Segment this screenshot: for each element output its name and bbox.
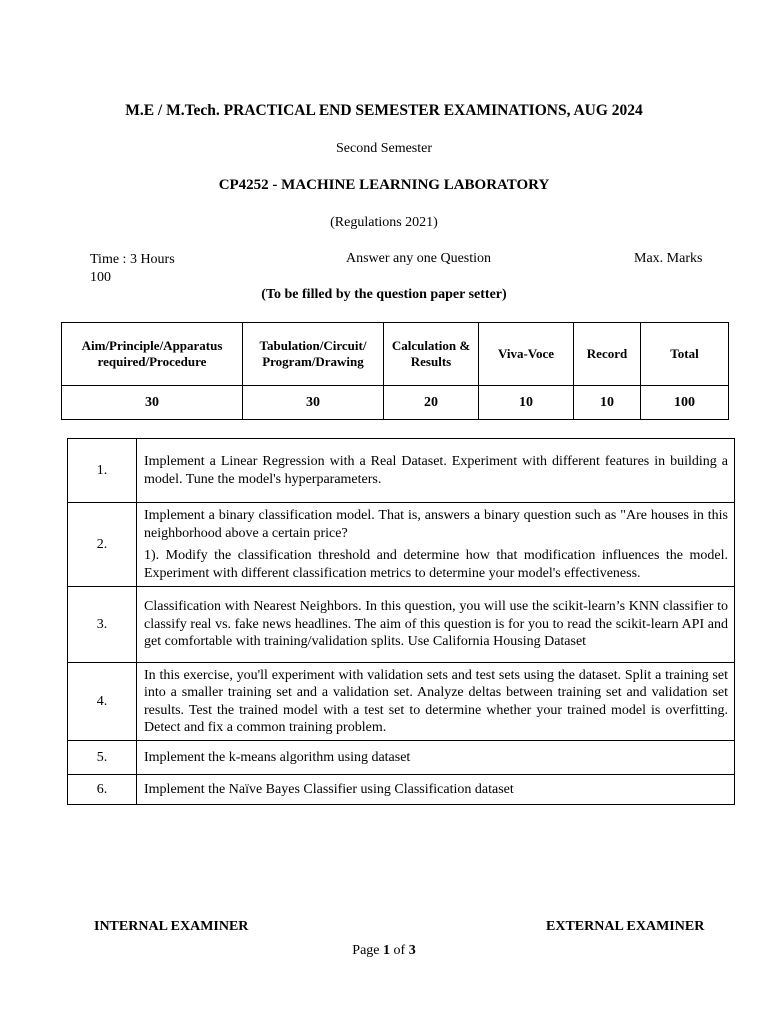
question-row (68, 587, 735, 663)
question-number: 3. (68, 587, 137, 663)
marks-header-cell: Total (641, 323, 729, 386)
page-prefix: Page (352, 943, 380, 958)
max-marks-label: Max. Marks (634, 251, 703, 266)
question-number: 5. (68, 741, 137, 775)
question-number: 6. (68, 775, 137, 805)
semester-label: Second Semester (335, 141, 433, 156)
question-number: 4. (68, 663, 137, 741)
question-text: Implement the k-means algorithm using dataset (137, 741, 735, 775)
external-examiner-label: EXTERNAL EXAMINER (546, 919, 705, 934)
page-of: of (393, 943, 406, 958)
question-text-part: 1). Modify the classification threshold and determine how that modification influences the model. Experiment with different classification metrics to determine your model's effectiveness. (144, 548, 728, 581)
marks-header-cell: Tabulation/Circuit/ Program/Drawing (243, 323, 384, 386)
instruction-label: Answer any one Question (346, 251, 492, 266)
marks-distribution-table (61, 322, 729, 420)
question-row (68, 439, 735, 503)
subject-title: CP4252 - MACHINE LEARNING LABORATORY (218, 177, 550, 193)
marks-value-row (62, 386, 729, 420)
marks-value-cell: 30 (62, 386, 243, 420)
marks-header-cell: Viva-Voce (479, 323, 574, 386)
marks-value-cell: 10 (574, 386, 641, 420)
marks-value-cell: 30 (243, 386, 384, 420)
question-row (68, 663, 735, 741)
marks-value-cell: 10 (479, 386, 574, 420)
question-row (68, 741, 735, 775)
marks-value-cell: 100 (641, 386, 729, 420)
question-text: In this exercise, you'll experiment with validation sets and test sets using the dataset. Split a training set into a smaller training set and a validation set. Analyze deltas between training set and validation set results. Test the trained model with a test set to determine whether your trained model is overfitting. Detect and fix a common training problem. (137, 663, 735, 741)
question-text: Implement a Linear Regression with a Real Dataset. Experiment with different features in building a model. Tune the model's hyperparameters. (137, 439, 735, 503)
time-info (90, 251, 210, 287)
page-current: 1 (383, 943, 391, 958)
question-text-part: Implement a binary classification model. That is, answers a binary question such as "Are houses in this neighborhood above a certain price? (144, 508, 728, 541)
question-row (68, 503, 735, 587)
marks-value-cell: 20 (384, 386, 479, 420)
regulations-label: (Regulations 2021) (330, 215, 438, 230)
question-text: Implement the Naïve Bayes Classifier using Classification dataset (137, 775, 735, 805)
question-number: 2. (68, 503, 137, 587)
questions-table (67, 438, 735, 805)
max-marks-value: 100 (90, 270, 111, 285)
setter-note: (To be filled by the question paper setter) (261, 287, 507, 302)
exam-title: M.E / M.Tech. PRACTICAL END SEMESTER EXAMINATIONS, AUG 2024 (125, 102, 643, 119)
question-text (137, 503, 735, 587)
page-total: 3 (408, 943, 416, 958)
page-indicator (0, 943, 768, 959)
question-number: 1. (68, 439, 137, 503)
question-row (68, 775, 735, 805)
time-label: Time : 3 Hours (90, 252, 175, 267)
marks-header-row (62, 323, 729, 386)
question-text: Classification with Nearest Neighbors. In this question, you will use the scikit-learn’s KNN classifier to classify real vs. fake news headlines. The aim of this question is for you to read the scikit-learn API and get comfortable with training/validation splits. Use California Housing Dataset (137, 587, 735, 663)
marks-header-cell: Aim/Principle/Apparatus required/Procedure (62, 323, 243, 386)
marks-header-cell: Record (574, 323, 641, 386)
internal-examiner-label: INTERNAL EXAMINER (94, 919, 249, 934)
marks-header-cell: Calculation & Results (384, 323, 479, 386)
